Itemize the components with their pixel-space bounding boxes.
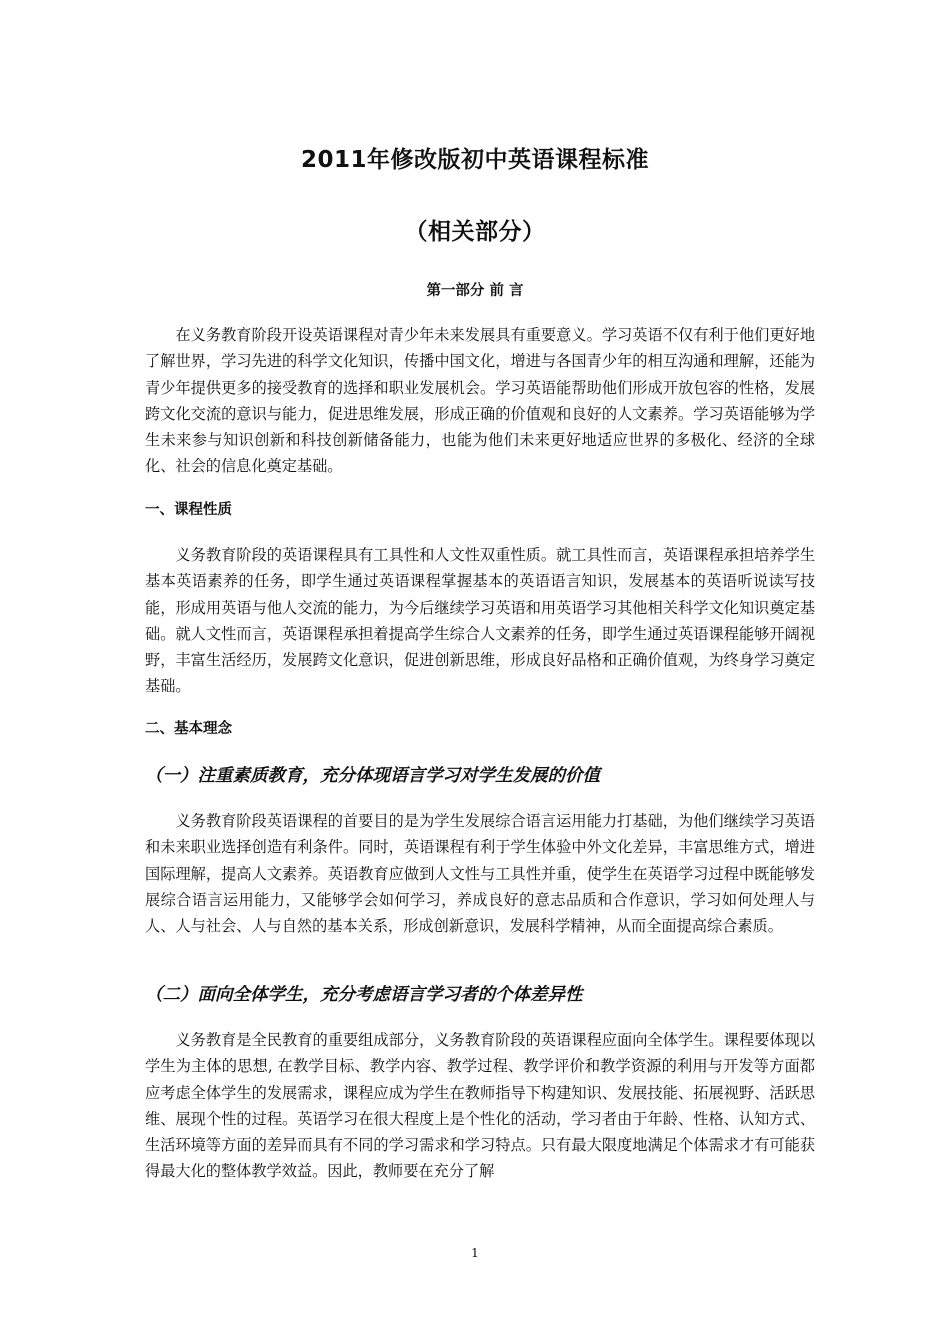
document-subtitle: （相关部分） xyxy=(404,219,546,245)
intro-paragraph: 在义务教育阶段开设英语课程对青少年未来发展具有重要意义。学习英语不仅有利于他们更好地了解世界，学习先进的科学文化知识，传播中国文化，增进与各国青少年的相互沟通和理解，还能为青少年提供更多的接受教育的选择和职业发展机会。学习英语能帮助他们形成开放包容的性格，发展跨文化交流的意识与能力，促进思维发展，形成正确的价值观和良好的人文素养。学习英语能够为学生未来参与知识创新和科技创新储备能力，也能为他们未来更好地适应世界的多极化、经济的全球化、社会的信息化奠定基础。 xyxy=(145,326,815,476)
subsection-heading-quality-education: （一）注重素质教育，充分体现语言学习对学生发展的价值 xyxy=(145,766,600,786)
part-heading: 第一部分 前 言 xyxy=(426,283,524,299)
subsection-heading-all-students: （二）面向全体学生，充分考虑语言学习者的个体差异性 xyxy=(145,985,583,1005)
course-nature-paragraph: 义务教育阶段的英语课程具有工具性和人文性双重性质。就工具性而言，英语课程承担培养学生基本英语素养的任务，即学生通过英语课程掌握基本的英语语言知识，发展基本的英语听说读写技能，形成用英语与他人交流的能力，为今后继续学习英语和用英语学习其他相关科学文化知识奠定基础。就人文性而言，英语课程承担着提高学生综合人文素养的任务，即学生通过英语课程能够开阔视野，丰富生活经历，发展跨文化意识，促进创新思维，形成良好品格和正确价值观，为终身学习奠定基础。 xyxy=(145,546,815,696)
page-number: 1 xyxy=(471,1246,479,1260)
quality-education-paragraph: 义务教育阶段英语课程的首要目的是为学生发展综合语言运用能力打基础，为他们继续学习英语和未来职业选择创造有利条件。同时，英语课程有利于学生体验中外文化差异，丰富思维方式，增进国际理解，提高人文素养。英语教育应做到人文性与工具性并重，使学生在英语学习过程中既能够发展综合语言运用能力，又能够学会如何学习，养成良好的意志品质和合作意识，学习如何处理人与人、人与社会、人与自然的基本关系，形成创新意识，发展科学精神，从而全面提高综合素质。 xyxy=(145,812,815,936)
all-students-paragraph: 义务教育是全民教育的重要组成部分，义务教育阶段的英语课程应面向全体学生。课程要体现以学生为主体的思想, 在教学目标、教学内容、教学过程、教学评价和教学资源的利用与开发等方面都应考虑全体学生的发展需求，课程应成为学生在教师指导下构建知识、发展技能、拓展视野、活跃思维、展现个性的过程。英语学习在很大程度上是个性化的活动，学习者由于年龄、性格、认知方式、生活环境等方面的差异而具有不同的学习需求和学习特点。只有最大限度地满足个体需求才有可能获得最大化的整体教学效益。因此，教师要在充分了解 xyxy=(145,1031,815,1181)
section-heading-course-nature: 一、课程性质 xyxy=(145,502,232,518)
section-heading-basic-concepts: 二、基本理念 xyxy=(145,721,232,737)
document-title: 2011年修改版初中英语课程标准 xyxy=(300,147,649,173)
